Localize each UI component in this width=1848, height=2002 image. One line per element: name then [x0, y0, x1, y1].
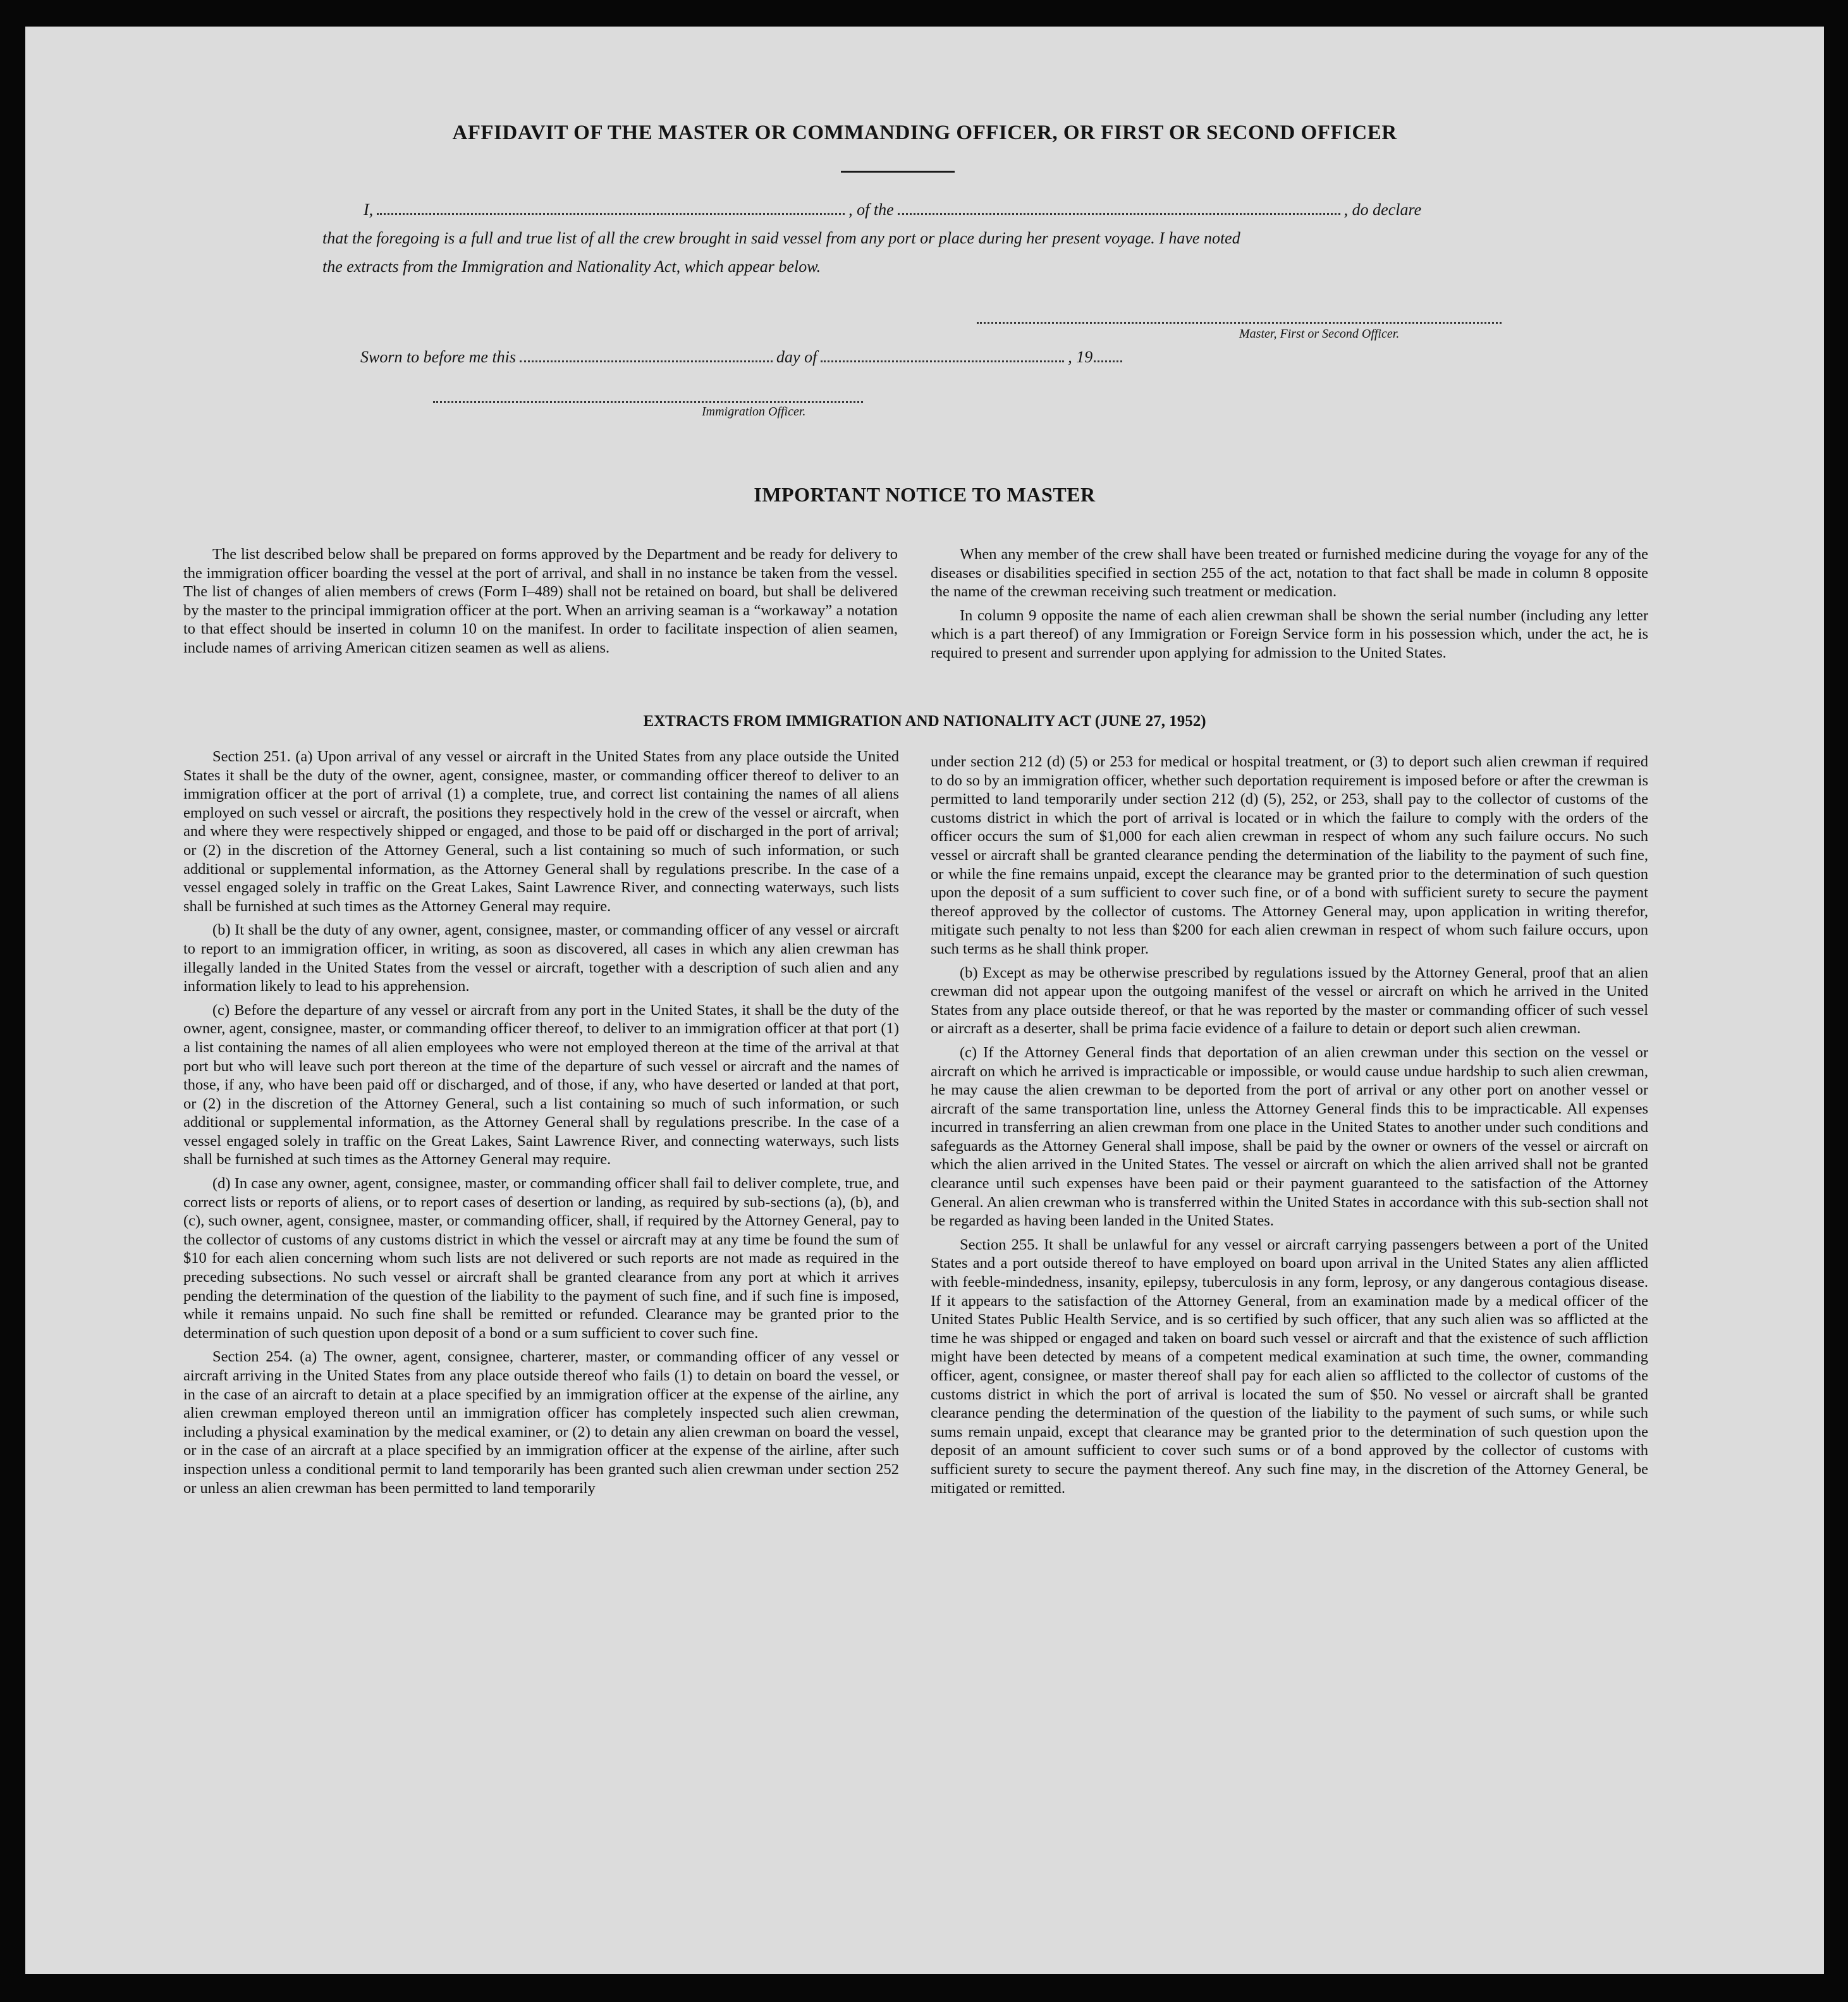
extracts-left-column: [183, 747, 899, 1502]
section-paragraph: Section 254. (a) The owner, agent, consignee, charterer, master, or commanding officer of any vessel or aircraft arriving in the United States from any place outside thereof who fails (1) to detain on board the vessel, or in the case of an aircraft to detain at a place specified by an immigration officer at the expense of the airline, any alien crewman employed thereon until an immigration officer has completely inspected such alien crewman, including a physical examination by the medical examiner, or (2) to detain any alien crewman on board the vessel, or in the case of an aircraft at a place specified by an immigration officer at the expense of the airline, after such inspection unless a conditional permit to land temporarily has been granted such alien crewman under section 252 or unless an alien crewman has been permitted to land temporarily: [183, 1348, 899, 1497]
section-paragraph: (b) Except as may be otherwise prescribed by regulations issued by the Attorney General, proof that an alien crewman did not appear upon the outgoing manifest of the vessel or aircraft on which he arrived in the United States from any place outside thereof, or that he was reported by the master or commanding officer of such vessel or aircraft as a deserter, shall be prima facie evidence of a failure to detain or deport such alien crewman.: [931, 964, 1648, 1038]
declaration-line-2: that the foregoing is a full and true list of all the crew brought in said vessel from any port or place during her present voyage. I have noted: [322, 229, 1240, 247]
master-signature-line[interactable]: [977, 321, 1502, 324]
declaration-of-the: , of the: [848, 200, 894, 219]
form-sheet: [25, 27, 1824, 1974]
extracts-title: EXTRACTS FROM IMMIGRATION AND NATIONALITY ACT (JUNE 27, 1952): [643, 713, 1206, 730]
affidavit-title: AFFIDAVIT OF THE MASTER OR COMMANDING OFFICER, OR FIRST OR SECOND OFFICER: [452, 121, 1397, 144]
declaration-do-declare: , do declare: [1343, 200, 1422, 219]
title-divider: [841, 171, 955, 173]
sworn-year-blank[interactable]: [1094, 359, 1122, 362]
sworn-day-blank[interactable]: [520, 359, 773, 362]
notice-left-column: [183, 545, 898, 663]
declaration-line-1: [364, 200, 1508, 219]
declaration-i: I,: [364, 200, 374, 219]
notice-right-column: [931, 545, 1648, 668]
section-paragraph: (c) If the Attorney General finds that deportation of an alien crewman under this section on the vessel or aircraft on which he arrived is impracticable or impossible, or would cause undue hardship to such alien crewman, he may cause the alien crewman to be deported from the port of arrival or any other port on another vessel or aircraft of the same transportation line, unless the Attorney General finds this to be impracticable. All expenses incurred in transferring an alien crewman from one place in the United States to another under such conditions and safeguards as the Attorney General shall impose, shall be paid by the owner or owners of the vessel or aircraft on which the alien arrived in the United States. The vessel or aircraft on which the alien arrived shall not be granted clearance until such expenses have been paid or their payment guaranteed to the satisfaction of the Attorney General. An alien crewman who is transferred within the United States in accordance with this sub-section shall not be regarded as having been landed in the United States.: [931, 1043, 1648, 1230]
sworn-line: [360, 348, 1245, 367]
vessel-blank[interactable]: [898, 211, 1340, 215]
officer-signature-line[interactable]: [433, 400, 863, 403]
sworn-month-blank[interactable]: [821, 359, 1064, 362]
officer-signature-label: Immigration Officer.: [702, 405, 806, 419]
section-paragraph: Section 255. It shall be unlawful for any vessel or aircraft carrying passengers between a port of the United States and a port outside thereof to have employed on board upon arrival in the United States any alien afflicted with feeble-mindedness, insanity, epilepsy, tuberculosis in any form, leprosy, or any dangerous contagious disease. If it appears to the satisfaction of the Attorney General, from an examination made by a medical officer of the United States Public Health Service, and is so certified by such officer, that any such alien was so afflicted at the time he was shipped or engaged and taken on board such vessel or aircraft and that the existence of such affliction might have been detected by means of a competent medical examination at such time, the owner, commanding officer, agent, consignee, or master thereof shall pay for each alien so afflicted to the collector of customs of the customs district in which the port of arrival is located the sum of $50. No vessel or aircraft shall be granted clearance pending the determination of the question of the liability to the payment of such sums, or while such sums remain unpaid, except that clearance may be granted prior to the determination of such question upon the deposit of an amount sufficient to cover such sums or of a bond approved by the collector of customs with sufficient surety to secure the payment thereof. Any such fine may, in the discretion of the Attorney General, be mitigated or remitted.: [931, 1236, 1648, 1497]
name-blank[interactable]: [377, 211, 845, 215]
section-paragraph: under section 212 (d) (5) or 253 for medical or hospital treatment, or (3) to deport such alien crewman if required to do so by an immigration officer, whether such deportation requirement is imposed before or after the crewman is permitted to land temporarily under section 212 (d) (5), 252, or 253, shall pay to the collector of customs of the customs district in which the port of arrival is located or in which the failure to comply with the orders of the officer occurs the sum of $1,000 for each alien crewman in respect of whom any such failure occurs. No such vessel or aircraft shall be granted clearance pending the determination of the liability to the payment of such fine, or while the fine remains unpaid, except the clearance may be granted prior to the determination of such question upon the deposit of a sum sufficient to cover such fine, or of a bond with sufficient surety to secure the payment thereof approved by the collector of customs. The Attorney General may, upon application in writing therefor, mitigate such penalty to not less than $200 for each alien crewman in respect of whom such failure occurs, upon such terms as he shall think proper.: [931, 753, 1648, 957]
sworn-label: Sworn to before me this: [360, 348, 517, 366]
master-signature-label: Master, First or Second Officer.: [1239, 327, 1400, 341]
extracts-right-column: [931, 752, 1648, 1502]
declaration-line-3: the extracts from the Immigration and Nationality Act, which appear below.: [322, 257, 821, 276]
section-paragraph: Section 251. (a) Upon arrival of any vessel or aircraft in the United States from any place outside the United States it shall be the duty of the owner, agent, consignee, master, or commanding officer thereof to deliver to an immigration officer at the port of arrival (1) a complete, true, and correct list containing the names of all aliens employed on such vessel or aircraft, the positions they respectively hold in the crew of the vessel or aircraft, when and where they were respectively shipped or engaged, and those to be paid off or discharged in the port of arrival; or (2) in the discretion of the Attorney General, such a list containing so much of such information, or such additional or supplemental information, as the Attorney General shall by regulations prescribe. In the case of a vessel engaged solely in traffic on the Great Lakes, Saint Lawrence River, and connecting waterways, such lists shall be furnished at such times as the Attorney General may require.: [183, 748, 899, 915]
section-paragraph: (c) Before the departure of any vessel or aircraft from any port in the United States, it shall be the duty of the owner, agent, consignee, master, or commanding officer thereof, to deliver to an immigration officer at that port (1) a list containing the names of all alien employees who were not employed thereon at the time of the arrival at that port but who will leave such port thereon at the time of the departure of such vessel or aircraft and the names of those, if any, who have been paid off or discharged, and of those, if any, who have deserted or landed at that port, or (2) in the discretion of the Attorney General, such a list containing so much of such information, or such additional or supplemental information, as the Attorney General shall by regulations prescribe. In the case of a vessel engaged solely in traffic on the Great Lakes, Saint Lawrence River, and connecting waterways, such lists shall be furnished at such times as the Attorney General may require.: [183, 1001, 899, 1169]
section-paragraph: (b) It shall be the duty of any owner, agent, consignee, master, or commanding officer of any vessel or aircraft to report to an immigration officer, in writing, as soon as discovered, all cases in which any alien crewman has illegally landed in the United States from the vessel or aircraft, together with a description of such alien and any information likely to lead to his apprehension.: [183, 921, 899, 995]
notice-paragraph: When any member of the crew shall have been treated or furnished medicine during the voyage for any of the diseases or disabilities specified in section 255 of the act, notation to that fact shall be made in column 8 opposite the name of the crewman receiving such treatment or medication.: [931, 546, 1648, 601]
notice-title: IMPORTANT NOTICE TO MASTER: [754, 483, 1096, 506]
day-of-label: day of: [776, 348, 817, 366]
notice-paragraph: The list described below shall be prepared on forms approved by the Department and be ready for delivery to the immigration officer boarding the vessel at the port of arrival, and shall in no instance be taken from the vessel. The list of changes of alien members of crews (Form I–489) shall not be retained on board, but shall be delivered by the master to the principal immigration officer at the port. When an arriving seaman is a “workaway” a notation to that effect should be inserted in column 10 on the manifest. In order to facilitate inspection of alien seamen, include names of arriving American citizen seamen as well as aliens.: [183, 546, 898, 656]
section-paragraph: (d) In case any owner, agent, consignee, master, or commanding officer shall fail to deliver complete, true, and correct lists or reports of aliens, or to report cases of desertion or landing, as required by sub-sections (a), (b), and (c), such owner, agent, consignee, master, or commanding officer, shall, if required by the Attorney General, pay to the collector of customs of any customs district in which the vessel or aircraft may at any time be found the sum of $10 for each alien concerning whom such lists are not delivered or such reports are not made as required in the preceding subsections. No such vessel or aircraft shall be granted clearance from any port at which it arrives pending the determination of the question of the liability to the payment of such fine, and if such fine is imposed, while it remains unpaid. No such fine shall be remitted or refunded. Clearance may be granted prior to the determination of such question upon deposit of a bond or a sum sufficient to cover such fine.: [183, 1175, 899, 1342]
notice-paragraph: In column 9 opposite the name of each alien crewman shall be shown the serial number (including any letter which is a part thereof) of any Immigration or Foreign Service form in his possession which, under the act, he is required to present and surrender upon applying for admission to the United States.: [931, 606, 1648, 661]
year-prefix: , 19: [1068, 348, 1093, 366]
